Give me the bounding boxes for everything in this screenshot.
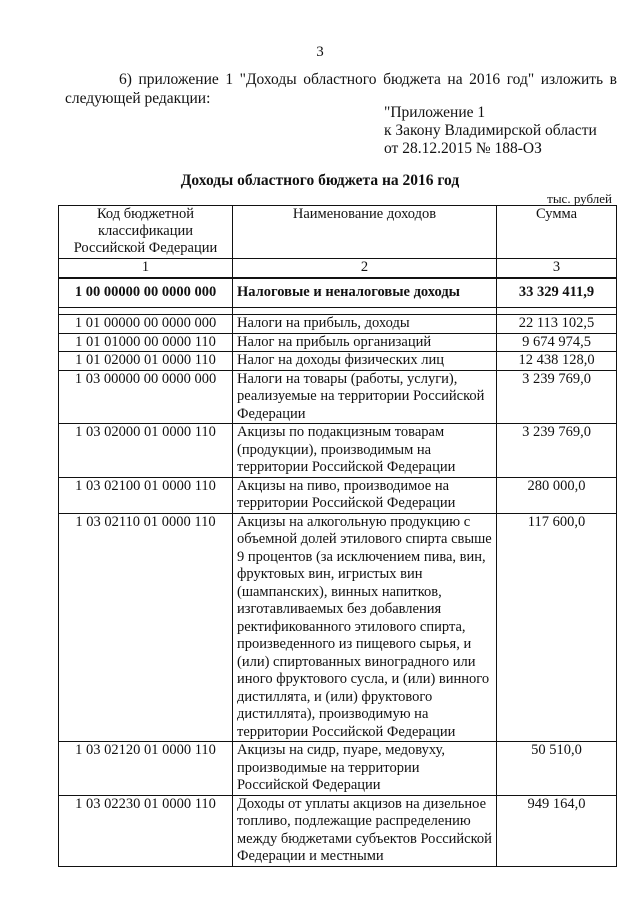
table-row [59,352,617,371]
row-sum: 12 438 128,0 [497,352,617,371]
appendix-line-1: "Приложение 1 [384,104,486,121]
row-sum: 3 239 769,0 [497,424,617,478]
row-sum: 280 000,0 [497,477,617,513]
row-name: Акцизы на пиво, производимое на территории Российской Федерации [233,477,497,513]
document-title: Доходы областного бюджета на 2016 год [180,172,460,189]
table-row [59,477,617,513]
table-row [59,795,617,866]
row-name: Акцизы по подакцизным товарам (продукции), производимым на территории Российской Федерации [233,424,497,478]
column-number-row [59,259,617,279]
table-row [59,370,617,424]
row-name: Налоги на прибыль, доходы [233,315,497,334]
row-sum: 949 164,0 [497,795,617,866]
header-code: Код бюджетной классификации Российской Федерации [59,206,233,259]
row-code: 1 03 02120 01 0000 110 [59,742,233,796]
row-code: 1 03 02230 01 0000 110 [59,795,233,866]
row-code: 1 01 01000 00 0000 110 [59,333,233,352]
appendix-reference [384,104,597,158]
row-name: Акцизы на сидр, пуаре, медовуху, производимые на территории Российской Федерации [233,742,497,796]
row-code: 1 03 02100 01 0000 110 [59,477,233,513]
row-code: 1 00 00000 00 0000 000 [59,278,233,308]
row-name: Налог на доходы физических лиц [233,352,497,371]
row-sum: 33 329 411,9 [497,278,617,308]
budget-table [58,205,617,867]
appendix-line-2: к Закону Владимирской области [384,122,597,139]
units-label: тыс. рублей [547,191,612,206]
row-sum: 22 113 102,5 [497,315,617,334]
table-header-row [59,206,617,259]
table-row [59,333,617,352]
table-row [59,424,617,478]
column-number: 3 [497,259,617,279]
row-code: 1 01 02000 01 0000 110 [59,352,233,371]
table-spacer-row [59,308,617,315]
page-number: 3 [316,44,324,60]
column-number: 2 [233,259,497,279]
header-sum: Сумма [497,206,617,259]
row-name: Акцизы на алкогольную продукцию с объемной долей этилового спирта свыше 9 процентов (за исключением пива, вин, фруктовых вин, игристых вин (шампанских), винных напитков, изготавливаемых без добавления ректификованного этилового спирта, произведенного из пищевого сырья, и (или) спиртованных виноградного или иного фруктового сусла, и (или) винного дистиллята, и (или) фруктового дистиллята), производимую на территории Российской Федерации [233,513,497,742]
row-code: 1 01 00000 00 0000 000 [59,315,233,334]
table-row [59,513,617,742]
table-row [59,742,617,796]
table-row [59,315,617,334]
row-sum: 117 600,0 [497,513,617,742]
header-name: Наименование доходов [233,206,497,259]
row-name: Налоговые и неналоговые доходы [233,278,497,308]
row-code: 1 03 02110 01 0000 110 [59,513,233,742]
row-name: Налог на прибыль организаций [233,333,497,352]
appendix-line-3: от 28.12.2015 № 188-ОЗ [384,140,542,157]
row-name: Налоги на товары (работы, услуги), реализуемые на территории Российской Федерации [233,370,497,424]
row-sum: 50 510,0 [497,742,617,796]
row-name: Доходы от уплаты акцизов на дизельное топливо, подлежащие распределению между бюджетами субъектов Российской Федерации и местными [233,795,497,866]
row-sum: 3 239 769,0 [497,370,617,424]
table-row [59,278,617,308]
row-code: 1 03 00000 00 0000 000 [59,370,233,424]
row-sum: 9 674 974,5 [497,333,617,352]
intro-paragraph: 6) приложение 1 "Доходы областного бюджета на 2016 год" изложить в следующей редакции: [65,71,617,107]
row-code: 1 03 02000 01 0000 110 [59,424,233,478]
column-number: 1 [59,259,233,279]
